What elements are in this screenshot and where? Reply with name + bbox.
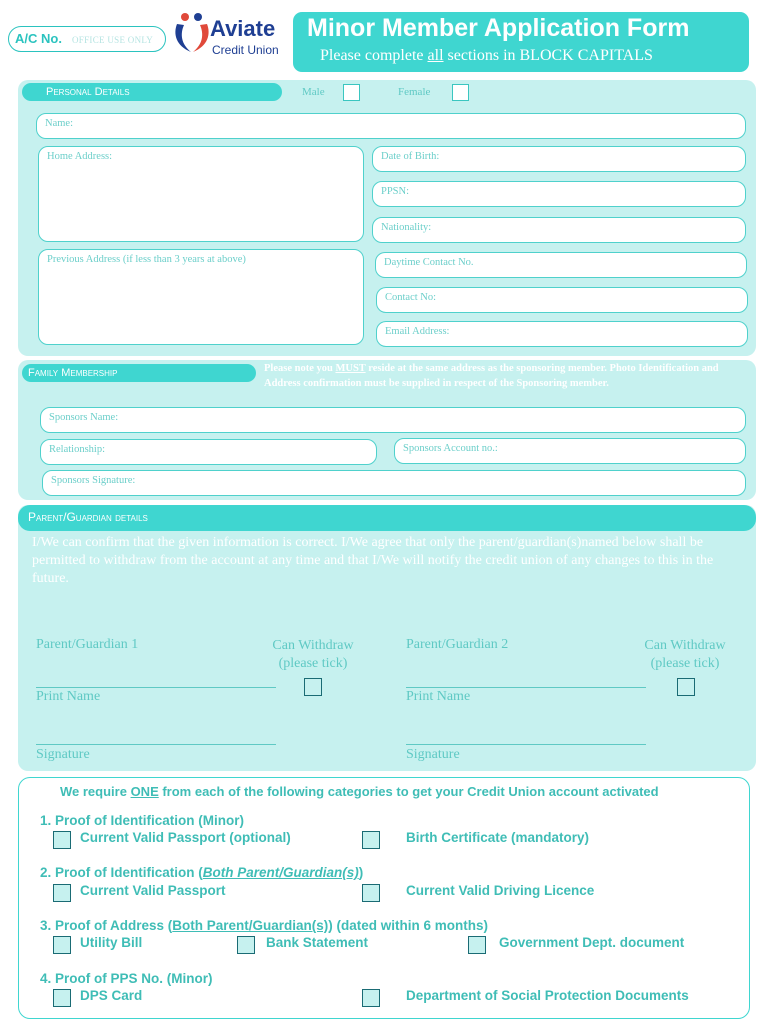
pg1-can-withdraw: Can Withdraw (please tick) xyxy=(272,638,354,671)
ppsn-field[interactable]: PPSN: xyxy=(372,181,746,207)
title-bar xyxy=(293,12,749,72)
nationality-field[interactable]: Nationality: xyxy=(372,217,746,243)
logo-name: Aviate xyxy=(210,16,276,41)
family-membership-heading: Family Membership xyxy=(22,364,256,382)
guardian-statement: I/We can confirm that the given information is correct. I/We agree that only the parent/guardian(s)named below shall be permitted to withdraw from the account at any time and that I/We will notify the credit union of any changes to this in the future. xyxy=(32,535,714,586)
cat1-opt2-checkbox[interactable] xyxy=(362,831,380,849)
pg1-print-name: Print Name xyxy=(36,689,101,704)
cat3-opt3-checkbox[interactable] xyxy=(468,936,486,954)
cat4-opt2-checkbox[interactable] xyxy=(362,989,380,1007)
pg2-can-withdraw: Can Withdraw (please tick) xyxy=(644,638,726,671)
cat3-opt2: Bank Statement xyxy=(266,935,369,950)
name-field[interactable]: Name: xyxy=(36,113,746,139)
pg2-signature-line[interactable] xyxy=(406,733,646,745)
pg1-signature-line[interactable] xyxy=(36,733,276,745)
cat3-opt3: Government Dept. document xyxy=(499,935,685,950)
previous-address-field[interactable]: Previous Address (if less than 3 years at above) xyxy=(38,249,364,345)
male-label: Male xyxy=(302,86,325,98)
cat2-opt2: Current Valid Driving Licence xyxy=(406,883,595,898)
family-note: Please note you MUST reside at the same address as the sponsoring member. Photo Identification and Address confirmation must be supplied in respect of the Sponsoring member. xyxy=(264,363,719,389)
cat1-opt1-checkbox[interactable] xyxy=(53,831,71,849)
cat4-opt1: DPS Card xyxy=(80,988,143,1003)
pg2-print-name: Print Name xyxy=(406,689,471,704)
page-title: Minor Member Application Form xyxy=(307,14,690,42)
contact-no-field[interactable]: Contact No: xyxy=(376,287,748,313)
relationship-field[interactable]: Relationship: xyxy=(40,439,377,465)
cat1-opt2: Birth Certificate (mandatory) xyxy=(406,830,590,845)
pg2-signature: Signature xyxy=(406,747,460,762)
cat3-opt1-checkbox[interactable] xyxy=(53,936,71,954)
aviate-logo-icon xyxy=(172,10,212,56)
cat3-opt2-checkbox[interactable] xyxy=(237,936,255,954)
sponsor-signature-field[interactable]: Sponsors Signature: xyxy=(42,470,746,496)
cat3-opt1: Utility Bill xyxy=(80,935,143,950)
cat2-opt1-checkbox[interactable] xyxy=(53,884,71,902)
pg2-withdraw-checkbox[interactable] xyxy=(677,678,695,696)
cat1-title: 1. Proof of Identification (Minor) xyxy=(40,813,244,828)
male-checkbox[interactable] xyxy=(343,84,360,101)
cat1-opt1: Current Valid Passport (optional) xyxy=(80,830,291,845)
logo xyxy=(172,10,290,60)
cat2-opt2-checkbox[interactable] xyxy=(362,884,380,902)
cat4-title: 4. Proof of PPS No. (Minor) xyxy=(40,971,213,986)
female-label: Female xyxy=(398,86,431,98)
pg1-withdraw-checkbox[interactable] xyxy=(304,678,322,696)
dob-field[interactable]: Date of Birth: xyxy=(372,146,746,172)
cat2-title: 2. Proof of Identification (Both Parent/Guardian(s)) xyxy=(40,865,364,880)
logo-sub: Credit Union xyxy=(212,43,279,57)
requirements-intro: We require ONE from each of the following categories to get your Credit Union account activated xyxy=(60,784,659,799)
pg2-label: Parent/Guardian 2 xyxy=(406,637,509,652)
pg1-print-line[interactable] xyxy=(36,676,276,688)
pg1-signature: Signature xyxy=(36,747,90,762)
cat4-opt1-checkbox[interactable] xyxy=(53,989,71,1007)
pg1-label: Parent/Guardian 1 xyxy=(36,637,139,652)
office-use-note: OFFICE USE ONLY xyxy=(72,35,154,45)
pg2-print-line[interactable] xyxy=(406,676,646,688)
page-subtitle: Please complete all sections in BLOCK CAPITALS xyxy=(320,47,653,64)
personal-details-heading: Personal Details xyxy=(22,83,282,101)
sponsor-account-field[interactable]: Sponsors Account no.: xyxy=(394,438,746,464)
daytime-contact-field[interactable]: Daytime Contact No. xyxy=(375,252,747,278)
guardian-heading: Parent/Guardian details xyxy=(18,505,756,531)
cat4-opt2: Department of Social Protection Documents xyxy=(406,988,689,1003)
cat3-title: 3. Proof of Address (Both Parent/Guardian(s)) (dated within 6 months) xyxy=(40,918,489,933)
cat2-opt1: Current Valid Passport xyxy=(80,883,226,898)
sponsor-name-field[interactable]: Sponsors Name: xyxy=(40,407,746,433)
email-field[interactable]: Email Address: xyxy=(376,321,748,347)
home-address-field[interactable]: Home Address: xyxy=(38,146,364,242)
female-checkbox[interactable] xyxy=(452,84,469,101)
ac-label: A/C No. xyxy=(15,31,62,46)
ac-number-field[interactable] xyxy=(8,26,166,52)
